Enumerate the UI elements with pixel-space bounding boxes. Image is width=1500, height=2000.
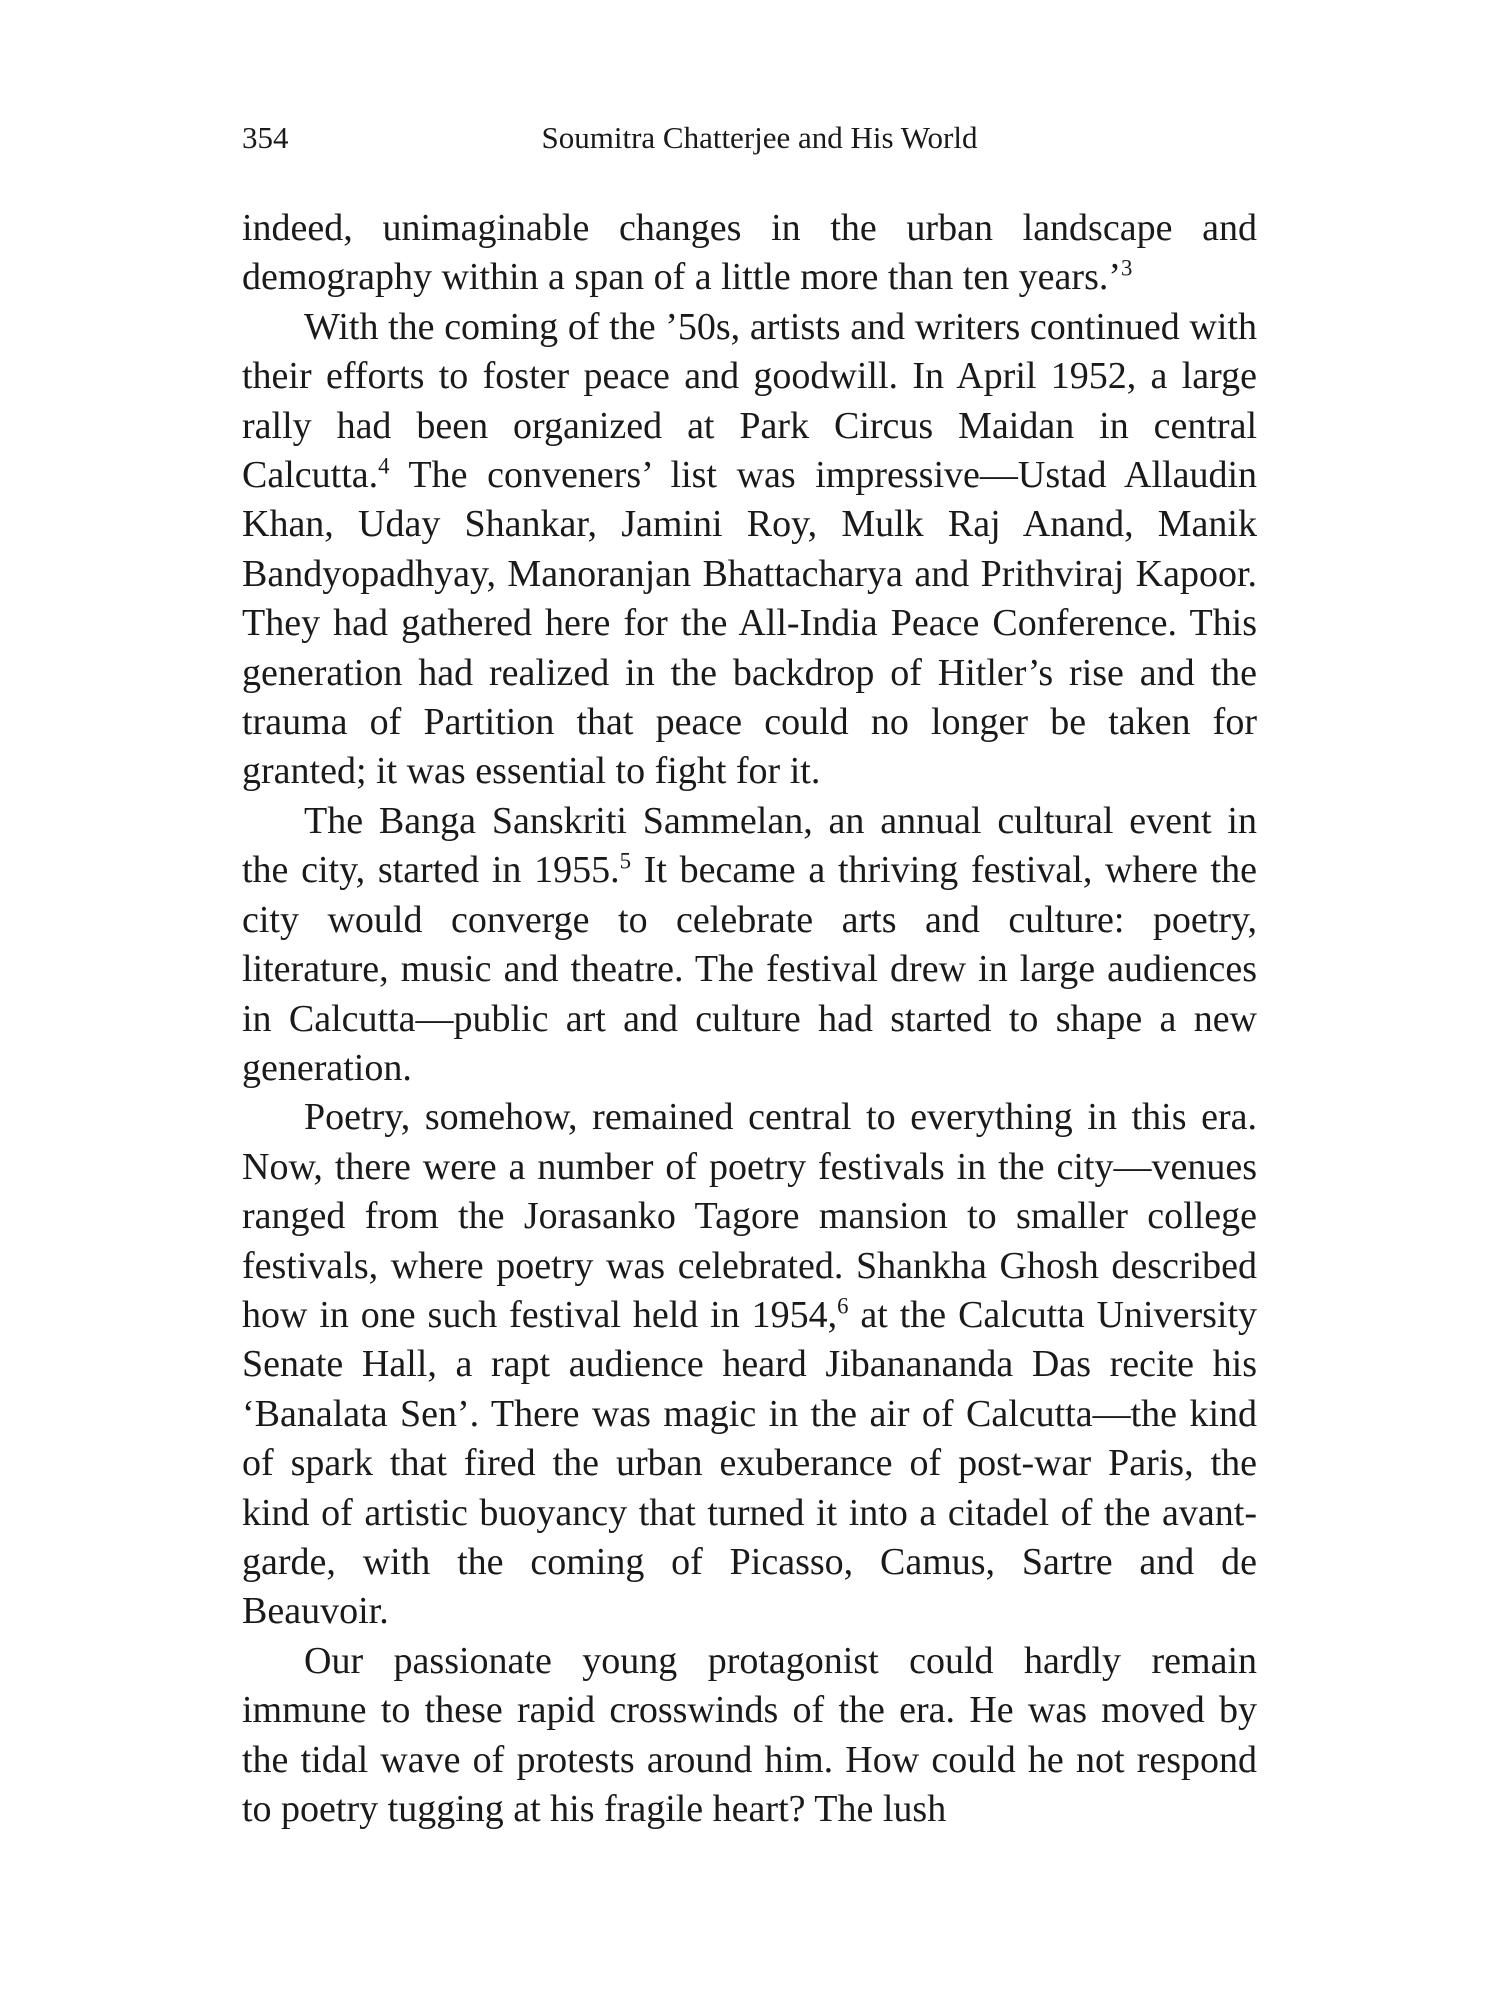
text-run: With the coming of the ’50s, artists and writers continued with their efforts to foster peace and goodwill. In April 1952, a large rally had been organized at Park Circus Maidan in central Calcutta. <box>242 305 1257 497</box>
text-run: The Banga Sanskriti Sammelan, an annual cultural event in the city, started in 1955. <box>242 799 1257 892</box>
footnote-marker-5: 5 <box>619 848 632 874</box>
footnote-marker-4: 4 <box>378 453 390 479</box>
text-run: The conveners’ list was impressive—Ustad Allaudin Khan, Uday Shankar, Jamini Roy, Mulk Raj Anand, Manik Bandyopadhyay, Manoranjan Bhattacharya and Prithviraj Kapoor. They had gathered here for the All-India Peace Conference. This generation had realized in the backdrop of Hitler’s rise and the trauma of Partition that peace could no longer be taken for granted; it was essential to fight for it. <box>242 454 1257 793</box>
page-number: 354 <box>242 120 289 155</box>
paragraph-3 <box>242 797 1257 1093</box>
text-run: Poetry, somehow, remained central to everything in this era. Now, there were a number of poetry festivals in the city—venues ranged from the Jorasanko Tagore mansion to smaller college festivals, where poetry was celebrated. Shankha Ghosh described how in one such festival held in 1954, <box>242 1096 1257 1336</box>
paragraph-5 <box>242 1637 1257 1835</box>
book-title: Soumitra Chatterjee and His World <box>541 120 978 155</box>
text-run: It became a thriving festival, where the city would converge to celebrate arts and culture: poetry, literature, music and theatre. The festival drew in large audiences in Calcutta—public art and culture had started to shape a new generation. <box>242 849 1257 1089</box>
paragraph-4 <box>242 1093 1257 1636</box>
paragraph-1 <box>242 204 1257 303</box>
footnote-marker-6: 6 <box>837 1293 849 1319</box>
text-run: at the Calcutta University Senate Hall, a rapt audience heard Jibanananda Das recite his ‘Banalata Sen’. There was magic in the air of Calcutta—the kind of spark that fired the urban exuberance of post-war Paris, the kind of artistic buoyancy that turned it into a citadel of the avant-garde, with the coming of Picasso, Camus, Sartre and de Beauvoir. <box>242 1293 1257 1633</box>
text-run: indeed, unimaginable changes in the urban landscape and demography within a span of a little more than ten years.’ <box>242 207 1257 299</box>
footnote-marker-3: 3 <box>1121 255 1133 281</box>
text-run: Our passionate young protagonist could hardly remain immune to these rapid crosswinds of the era. He was moved by the tidal wave of protests around him. How could he not respond to poetry tugging at his fragile heart? The lush <box>242 1639 1257 1830</box>
body-text <box>242 204 1257 1834</box>
running-head <box>242 118 1257 158</box>
paragraph-2 <box>242 303 1257 797</box>
